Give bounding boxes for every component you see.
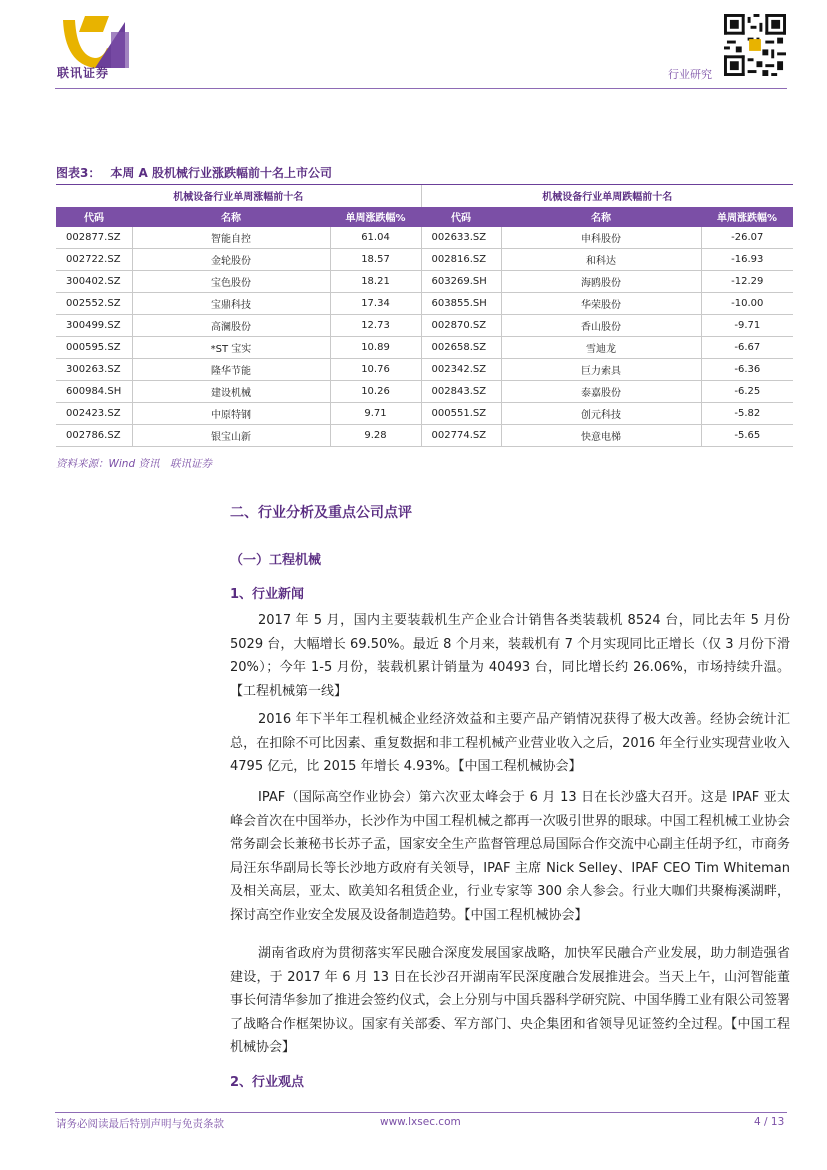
stock-code: 002870.SZ xyxy=(421,315,501,337)
figure-caption: 本周 A 股机械行业涨跌幅前十名上市公司 xyxy=(110,166,333,180)
stock-name: *ST 宝实 xyxy=(132,337,330,359)
footer-disclaimer: 请务必阅读最后特别声明与免责条款 xyxy=(56,1118,224,1130)
figure-label: 图表3： xyxy=(56,166,101,180)
group-left-title: 机械设备行业单周涨幅前十名 xyxy=(56,185,421,207)
weekly-change: 12.73 xyxy=(330,315,421,337)
weekly-change: -6.25 xyxy=(701,381,793,403)
stock-name: 金轮股份 xyxy=(132,249,330,271)
stock-name: 快意电梯 xyxy=(501,425,701,447)
weekly-change: -9.71 xyxy=(701,315,793,337)
stock-code: 002423.SZ xyxy=(56,403,132,425)
stock-code: 002786.SZ xyxy=(56,425,132,447)
stock-code: 002774.SZ xyxy=(421,425,501,447)
figure-title xyxy=(56,164,332,181)
paragraph: IPAF（国际高空作业协会）第六次亚太峰会于 6 月 13 日在长沙盛大召开。这是 IPAF 亚太峰会首次在中国举办，长沙作为中国工程机械之都再一次吸引世界的眼球。中国工程机械工业协会常务副会长兼秘书长苏子孟，国家安全生产监督管理总局国际合作交流中心副主任胡予红，市商务局汪东华副局长等长沙地方政府有关领导，IPAF 主席 Nick Selley、IPAF CEO Tim Whiteman 及相关高层，亚太、欧美知名租赁企业，行业专家等 300 余人参会。行业大咖们共聚梅溪湖畔，探讨高空作业安全发展及设备制造趋势。【中国工程机械协会】 xyxy=(230,790,790,923)
weekly-change: -5.82 xyxy=(701,403,793,425)
stock-name: 隆华节能 xyxy=(132,359,330,381)
paragraph: 2017 年 5 月，国内主要装载机生产企业合计销售各类装载机 8524 台，同比去年 5 月份 5029 台，大幅增长 69.50%。最近 8 个月来，装载机有 7 个月实现同比正增长（仅 3 月份下滑 20%）；今年 1-5 月份，装载机累计销量为 40493 台，同比增长约 26.06%，市场持续升温。【工程机械第一线】 xyxy=(230,613,790,699)
stock-name: 智能自控 xyxy=(132,227,330,249)
weekly-change: 10.76 xyxy=(330,359,421,381)
stock-code: 002342.SZ xyxy=(421,359,501,381)
column-header: 名称 xyxy=(501,207,701,227)
footer-divider xyxy=(55,1112,787,1113)
weekly-change: -10.00 xyxy=(701,293,793,315)
column-header: 代码 xyxy=(421,207,501,227)
qr-code xyxy=(724,14,786,76)
weekly-change: 9.28 xyxy=(330,425,421,447)
column-header: 代码 xyxy=(56,207,132,227)
stock-name: 宝色股份 xyxy=(132,271,330,293)
weekly-change: -26.07 xyxy=(701,227,793,249)
stock-code: 002816.SZ xyxy=(421,249,501,271)
column-header: 单周涨跌幅% xyxy=(330,207,421,227)
table-row xyxy=(56,249,793,271)
page-number: 4 / 13 xyxy=(754,1116,785,1128)
column-header-row xyxy=(56,207,793,227)
table-row xyxy=(56,381,793,403)
weekly-change: 18.57 xyxy=(330,249,421,271)
table-row xyxy=(56,293,793,315)
weekly-change: 17.34 xyxy=(330,293,421,315)
stock-code: 300263.SZ xyxy=(56,359,132,381)
group-header-row xyxy=(56,185,793,207)
header-divider xyxy=(55,88,787,89)
weekly-change: 61.04 xyxy=(330,227,421,249)
stock-code: 600984.SH xyxy=(56,381,132,403)
stock-code: 002722.SZ xyxy=(56,249,132,271)
group-right-title: 机械设备行业单周跌幅前十名 xyxy=(421,185,793,207)
table-row xyxy=(56,315,793,337)
column-header: 单周涨跌幅% xyxy=(701,207,793,227)
weekly-change: 10.26 xyxy=(330,381,421,403)
ranking-table xyxy=(56,184,793,447)
stock-name: 高澜股份 xyxy=(132,315,330,337)
weekly-change: -16.93 xyxy=(701,249,793,271)
stock-name: 创元科技 xyxy=(501,403,701,425)
weekly-change: 10.89 xyxy=(330,337,421,359)
stock-name: 银宝山新 xyxy=(132,425,330,447)
subsection-heading: （一）工程机械 xyxy=(230,553,322,568)
header-label: 行业研究 xyxy=(668,68,712,81)
stock-code: 002633.SZ xyxy=(421,227,501,249)
stock-name: 和科达 xyxy=(501,249,701,271)
item-heading-views: 2、行业观点 xyxy=(230,1075,305,1090)
weekly-change: -6.67 xyxy=(701,337,793,359)
weekly-change: -12.29 xyxy=(701,271,793,293)
stock-name: 香山股份 xyxy=(501,315,701,337)
paragraph: 湖南省政府为贯彻落实军民融合深度发展国家战略，加快军民融合产业发展，助力制造强省建设，于 2017 年 6 月 13 日在长沙召开湖南军民深度融合发展推进会。当天上午，山河智能董事长何清华参加了推进会签约仪式，会上分别与中国兵器科学研究院、中国华腾工业有限公司签署了战略合作框架协议。国家有关部委、军方部门、央企集团和省领导见证签约全过程。【中国工程机械协会】 xyxy=(230,946,790,1055)
stock-code: 002843.SZ xyxy=(421,381,501,403)
stock-code: 300499.SZ xyxy=(56,315,132,337)
weekly-change: 18.21 xyxy=(330,271,421,293)
table-row xyxy=(56,425,793,447)
stock-name: 巨力索具 xyxy=(501,359,701,381)
stock-code: 603269.SH xyxy=(421,271,501,293)
stock-name: 中原特钢 xyxy=(132,403,330,425)
stock-code: 002877.SZ xyxy=(56,227,132,249)
source-note: 资料来源：Wind 资讯 联讯证券 xyxy=(56,458,212,470)
stock-name: 华荣股份 xyxy=(501,293,701,315)
logo-text: 联讯证券 xyxy=(57,66,110,80)
section-heading: 二、行业分析及重点公司点评 xyxy=(230,505,412,521)
footer-website[interactable]: www.lxsec.com xyxy=(380,1116,461,1128)
table-row xyxy=(56,337,793,359)
stock-name: 泰嘉股份 xyxy=(501,381,701,403)
stock-code: 002658.SZ xyxy=(421,337,501,359)
table-row xyxy=(56,359,793,381)
table-body xyxy=(56,227,793,447)
weekly-change: -5.65 xyxy=(701,425,793,447)
stock-name: 海鸥股份 xyxy=(501,271,701,293)
item-heading-news: 1、行业新闻 xyxy=(230,587,305,602)
stock-code: 002552.SZ xyxy=(56,293,132,315)
table-row xyxy=(56,227,793,249)
table-row xyxy=(56,403,793,425)
stock-name: 雪迪龙 xyxy=(501,337,701,359)
stock-code: 000595.SZ xyxy=(56,337,132,359)
paragraph: 2016 年下半年工程机械企业经济效益和主要产品产销情况获得了极大改善。经协会统计汇总，在扣除不可比因素、重复数据和非工程机械产业营业收入之后，2016 年全行业实现营业收入 4795 亿元，比 2015 年增长 4.93%。【中国工程机械协会】 xyxy=(230,712,790,774)
column-header: 名称 xyxy=(132,207,330,227)
table-row xyxy=(56,271,793,293)
stock-name: 申科股份 xyxy=(501,227,701,249)
stock-code: 300402.SZ xyxy=(56,271,132,293)
stock-name: 宝鼎科技 xyxy=(132,293,330,315)
weekly-change: -6.36 xyxy=(701,359,793,381)
weekly-change: 9.71 xyxy=(330,403,421,425)
stock-code: 603855.SH xyxy=(421,293,501,315)
stock-name: 建设机械 xyxy=(132,381,330,403)
stock-code: 000551.SZ xyxy=(421,403,501,425)
